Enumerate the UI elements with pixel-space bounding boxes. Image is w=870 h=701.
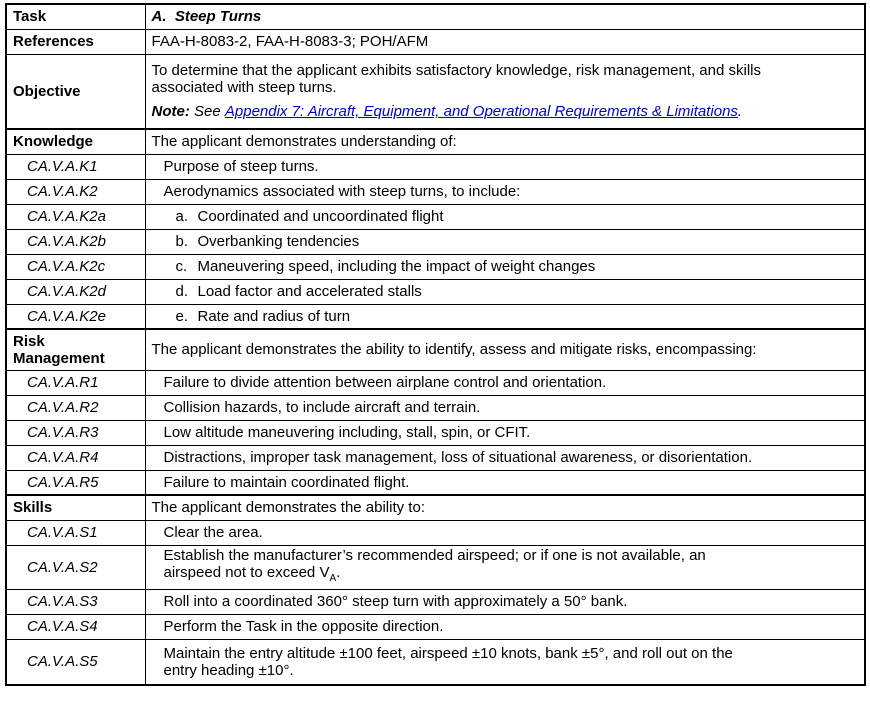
objective-cell bbox=[145, 54, 865, 129]
appendix-7-link[interactable]: Appendix 7: Aircraft, Equipment, and Operational Requirements & Limitations bbox=[224, 103, 738, 121]
risk-label bbox=[6, 329, 145, 370]
references-value: FAA-H-8083-2, FAA-H-8083-3; POH/AFM bbox=[145, 29, 865, 54]
table-row bbox=[6, 445, 865, 470]
element-code: CA.V.A.R3 bbox=[6, 420, 145, 445]
element-text bbox=[145, 545, 865, 589]
element-code: CA.V.A.K2b bbox=[6, 229, 145, 254]
table-row bbox=[6, 154, 865, 179]
note-prefix: See bbox=[194, 103, 221, 121]
element-code: CA.V.A.R5 bbox=[6, 470, 145, 495]
objective-row bbox=[6, 54, 865, 129]
s2-line-2-end: . bbox=[336, 564, 341, 581]
sub-text: Overbanking tendencies bbox=[197, 233, 360, 250]
element-text: Roll into a coordinated 360° steep turn with approximately a 50° bank. bbox=[145, 589, 865, 614]
table-row bbox=[6, 614, 865, 639]
sub-letter: d. bbox=[175, 283, 189, 300]
element-text: Purpose of steep turns. bbox=[145, 154, 865, 179]
risk-intro: The applicant demonstrates the ability to identify, assess and mitigate risks, encompassing: bbox=[145, 329, 865, 370]
element-code: CA.V.A.S3 bbox=[6, 589, 145, 614]
note-end: . bbox=[737, 103, 743, 121]
s2-line-2 bbox=[164, 564, 859, 587]
task-label: Task bbox=[6, 4, 145, 29]
element-code: CA.V.A.R2 bbox=[6, 395, 145, 420]
element-code: CA.V.A.R4 bbox=[6, 445, 145, 470]
sub-letter: b. bbox=[175, 233, 189, 250]
task-title-prefix: A. bbox=[151, 8, 167, 26]
s2-line-1: Establish the manufacturer’s recommended airspeed; or if one is not available, an bbox=[163, 547, 706, 564]
element-text: Failure to divide attention between airplane control and orientation. bbox=[145, 370, 865, 395]
knowledge-intro: The applicant demonstrates understanding of: bbox=[145, 129, 865, 154]
sub-text: Rate and radius of turn bbox=[197, 307, 351, 325]
objective-note bbox=[152, 103, 859, 120]
s5-line-1: Maintain the entry altitude ±100 feet, airspeed ±10 knots, bank ±5°, and roll out on the bbox=[163, 644, 733, 662]
skills-label: Skills bbox=[6, 495, 145, 520]
element-text: Aerodynamics associated with steep turns, to include: bbox=[145, 179, 865, 204]
sub-letter: e. bbox=[175, 307, 189, 325]
objective-line-1: To determine that the applicant exhibits satisfactory knowledge, risk management, and skills bbox=[151, 62, 761, 80]
element-code: CA.V.A.R1 bbox=[6, 370, 145, 395]
element-code: CA.V.A.K2a bbox=[6, 204, 145, 229]
sub-letter: a. bbox=[175, 208, 189, 225]
element-code: CA.V.A.K2e bbox=[6, 304, 145, 329]
acs-task-table bbox=[5, 3, 866, 686]
element-code: CA.V.A.K2d bbox=[6, 279, 145, 304]
knowledge-header-row bbox=[6, 129, 865, 154]
table-row bbox=[6, 204, 865, 229]
element-subtext bbox=[145, 304, 865, 329]
table-row bbox=[6, 279, 865, 304]
element-code: CA.V.A.K2 bbox=[6, 179, 145, 204]
objective-label: Objective bbox=[6, 54, 145, 129]
element-subtext bbox=[145, 204, 865, 229]
element-text: Clear the area. bbox=[145, 520, 865, 545]
element-subtext bbox=[145, 254, 865, 279]
table-row bbox=[6, 395, 865, 420]
table-row bbox=[6, 254, 865, 279]
task-title-text: Steep Turns bbox=[174, 8, 262, 26]
element-code: CA.V.A.K2c bbox=[6, 254, 145, 279]
table-row bbox=[6, 545, 865, 589]
element-text: Collision hazards, to include aircraft and terrain. bbox=[145, 395, 865, 420]
references-label: References bbox=[6, 29, 145, 54]
table-row bbox=[6, 370, 865, 395]
element-text bbox=[145, 639, 865, 685]
element-text: Perform the Task in the opposite direction. bbox=[145, 614, 865, 639]
table-row bbox=[6, 420, 865, 445]
sub-text: Coordinated and uncoordinated flight bbox=[197, 208, 444, 225]
risk-label-line-2: Management bbox=[13, 349, 105, 367]
sub-letter: c. bbox=[175, 258, 188, 275]
element-text: Low altitude maneuvering including, stall, spin, or CFIT. bbox=[145, 420, 865, 445]
table-row bbox=[6, 229, 865, 254]
sub-text: Load factor and accelerated stalls bbox=[197, 283, 422, 300]
element-code: CA.V.A.S2 bbox=[6, 545, 145, 589]
note-label: Note: bbox=[151, 103, 190, 121]
objective-line-2: associated with steep turns. bbox=[151, 79, 337, 97]
objective-text bbox=[152, 62, 859, 96]
s5-line-2: entry heading ±10°. bbox=[163, 661, 294, 679]
risk-header-row bbox=[6, 329, 865, 370]
skills-intro: The applicant demonstrates the ability to: bbox=[145, 495, 865, 520]
task-title bbox=[145, 4, 865, 29]
element-code: CA.V.A.S5 bbox=[6, 639, 145, 685]
table-row bbox=[6, 639, 865, 685]
table-row bbox=[6, 520, 865, 545]
element-code: CA.V.A.S4 bbox=[6, 614, 145, 639]
element-code: CA.V.A.K1 bbox=[6, 154, 145, 179]
task-row bbox=[6, 4, 865, 29]
table-row bbox=[6, 304, 865, 329]
risk-label-line-1: Risk bbox=[13, 332, 45, 350]
knowledge-label: Knowledge bbox=[6, 129, 145, 154]
element-code: CA.V.A.S1 bbox=[6, 520, 145, 545]
element-subtext bbox=[145, 279, 865, 304]
table-row bbox=[6, 470, 865, 495]
element-text: Distractions, improper task management, loss of situational awareness, or disorientation. bbox=[145, 445, 865, 470]
table-row bbox=[6, 589, 865, 614]
s2-va-subscript: A bbox=[329, 573, 337, 584]
element-text: Failure to maintain coordinated flight. bbox=[145, 470, 865, 495]
table-row bbox=[6, 179, 865, 204]
element-subtext bbox=[145, 229, 865, 254]
sub-text: Maneuvering speed, including the impact of weight changes bbox=[197, 258, 596, 275]
references-row bbox=[6, 29, 865, 54]
s2-line-2-prefix: airspeed not to exceed V bbox=[163, 564, 330, 581]
skills-header-row bbox=[6, 495, 865, 520]
